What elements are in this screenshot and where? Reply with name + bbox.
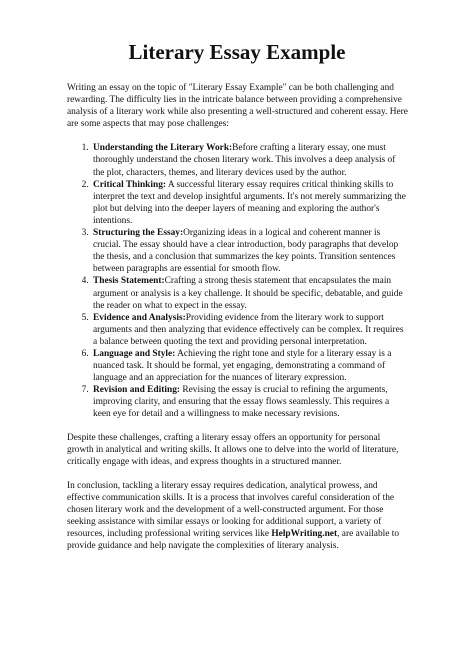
list-item-revision [91, 384, 409, 420]
conclusion-text: In conclusion, tackling a literary essay requires dedication, analytical prowess, and effective communication skills. It is a process that involves careful consideration of the chosen literary work and the development of a well-constructed argument. For those seeking assistance with similar essays or looking for additional support, a variety of resources, including professional writing services like [67, 480, 395, 540]
list-item-language [91, 348, 409, 384]
item-heading: Language and Style: [93, 348, 176, 359]
item-text: Revising the essay is crucial to refining the arguments, improving clarity, and ensuring that the essay flows seamlessly. This requires a keen eye for detail and a willingness to make necessary revisions. [93, 385, 390, 420]
despite-paragraph: Despite these challenges, crafting a literary essay offers an opportunity for personal growth in analytical and writing skills. It allows one to delve into the world of literature, critically engage with ideas, and express thoughts in a structured manner. [67, 432, 399, 467]
challenges-list [67, 142, 409, 420]
item-heading: Revision and Editing: [93, 385, 181, 396]
list-item-thesis [91, 275, 409, 311]
item-heading: Evidence and Analysis: [93, 312, 186, 323]
item-heading: Critical Thinking: [93, 179, 167, 190]
conclusion-paragraph [67, 480, 409, 553]
item-text: A successful literary essay requires critical thinking skills to interpret the text and develop insightful arguments. It's not merely summarizing the plot but delving into the deeper layers of meaning and exploring the author's intentions. [93, 179, 406, 226]
list-item-understanding [91, 142, 409, 178]
item-text: Achieving the right tone and style for a literary essay is a nuanced task. It should be formal, yet engaging, demonstrating a command of language and an appreciation for the nuances of literary expression. [93, 348, 392, 384]
essay-body [67, 82, 409, 564]
intro-paragraph: Writing an essay on the topic of "Literary Essay Example" can be both challenging and rewarding. The difficulty lies in the intricate balance between providing a comprehensive analysis of a literary work while also presenting a well-structured and coherent essay. Here are some aspects that may pose challenges: [67, 83, 408, 130]
item-text: Organizing ideas in a logical and coherent manner is crucial. The essay should have a clear introduction, body paragraphs that develop the thesis, and a conclusion that summarizes the key points. Transition sentences between paragraphs are essential for smooth flow. [93, 228, 399, 275]
list-item-structuring [91, 227, 409, 275]
conclusion-text-end: , are available to provide guidance and help navigate the complexities of literary analysis. [67, 529, 400, 552]
item-heading: Understanding the Literary Work: [93, 143, 233, 154]
list-item-evidence [91, 312, 409, 348]
item-text: Providing evidence from the literary work to support arguments and then analyzing that evidence effectively can be complex. It requires a balance between quoting the text and providing personal interpretation. [93, 312, 404, 347]
page-title: Literary Essay Example [128, 40, 346, 64]
item-heading: Thesis Statement: [93, 276, 165, 287]
item-text: Crafting a strong thesis statement that encapsulates the main argument or analysis is a key challenge. It should be specific, debatable, and guide the reader on what to expect in the essay. [93, 276, 403, 311]
item-text: Before crafting a literary essay, one must thoroughly understand the chosen literary work. This involves a deep analysis of the plot, characters, themes, and literary devices used by the author. [93, 143, 396, 178]
list-item-critical-thinking [91, 179, 409, 227]
item-heading: Structuring the Essay: [93, 228, 184, 239]
brand-name: HelpWriting.net [271, 529, 338, 540]
